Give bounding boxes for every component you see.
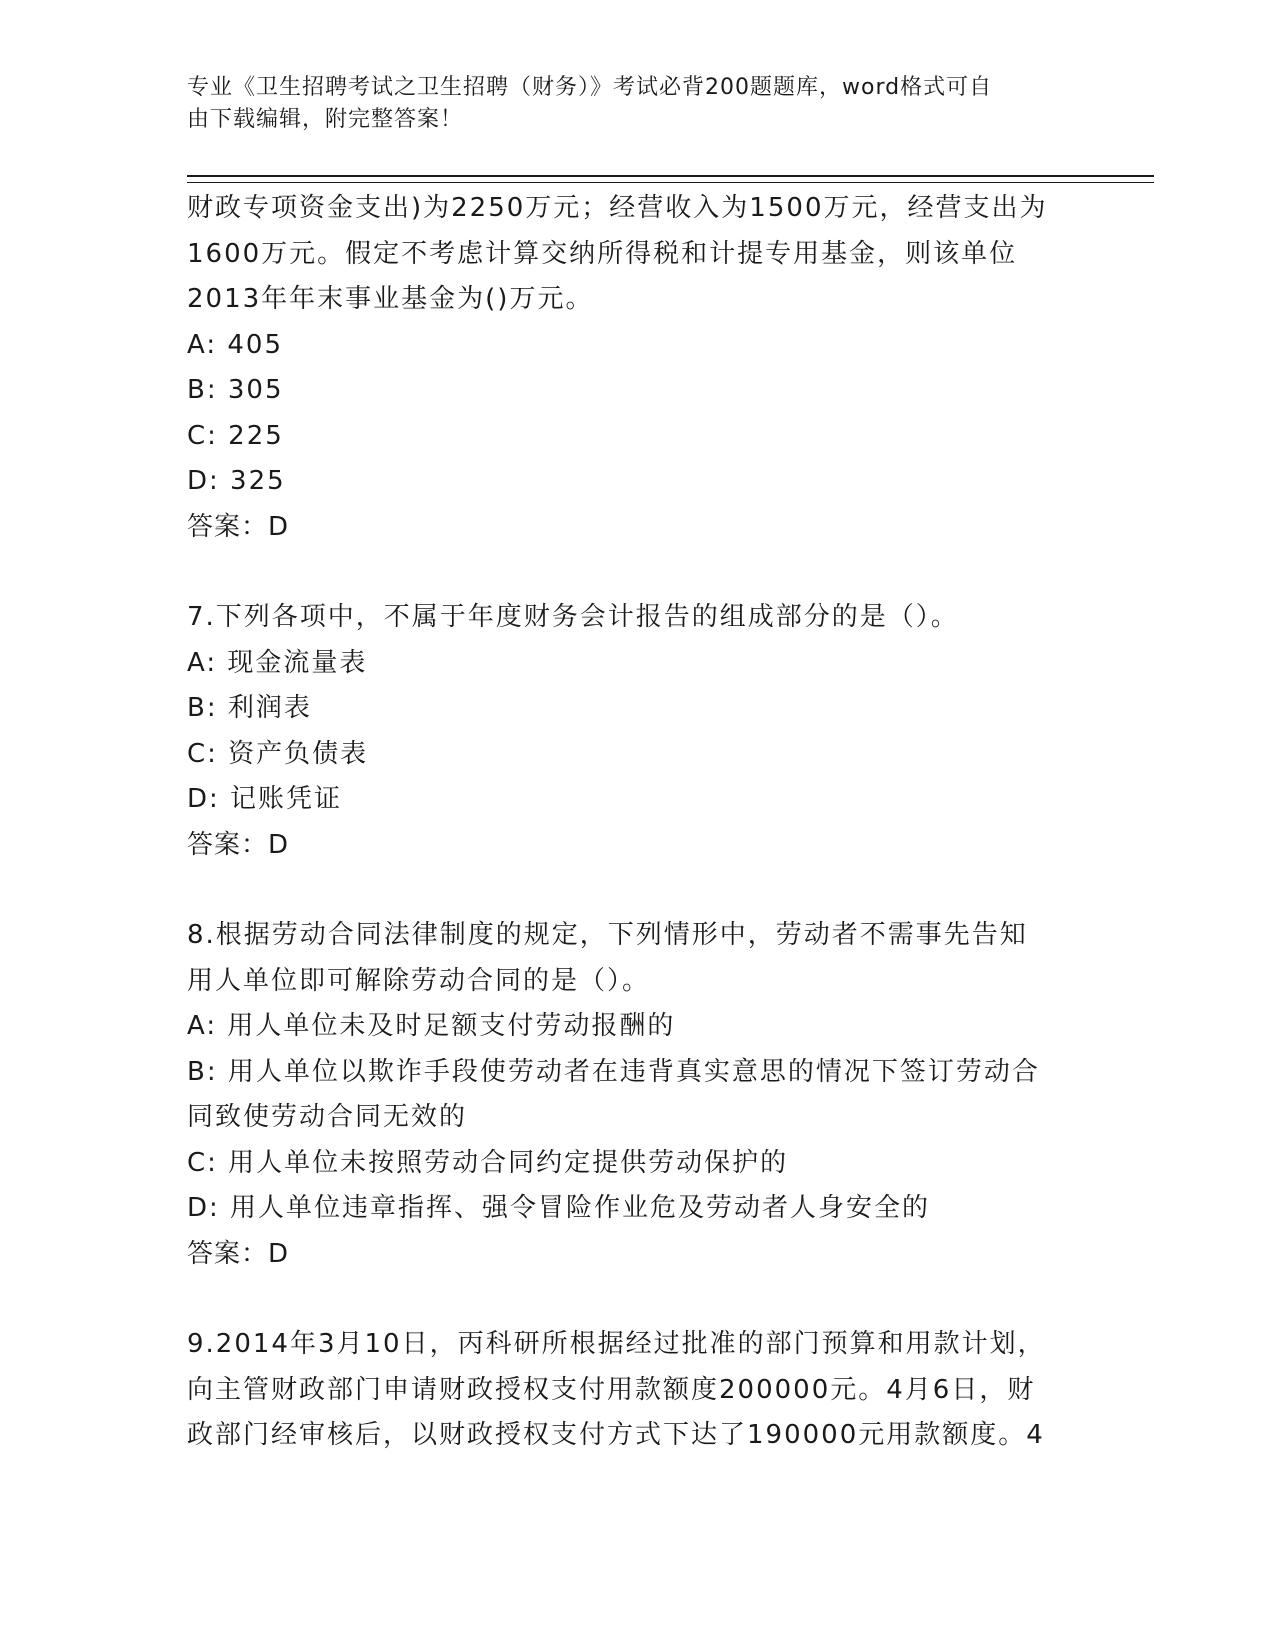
option-c: C: 资产负债表 <box>187 738 369 769</box>
question-stem-line: 2013年年末事业基金为()万元。 <box>187 284 594 314</box>
option-a: A: 用人单位未及时足额支付劳动报酬的 <box>187 1011 676 1041</box>
question-7 <box>187 595 1087 868</box>
question-stem-line: 7.下列各项中，不属于年度财务会计报告的组成部分的是（）。 <box>187 602 959 632</box>
spacer <box>187 1277 1087 1322</box>
header-rule-thick <box>187 175 1154 177</box>
question-stem-line: 9.2014年3月10日，丙科研所根据经过批准的部门预算和用款计划， <box>187 1329 1046 1359</box>
answer-line: 答案：D <box>187 829 290 860</box>
header-line-1: 专业《卫生招聘考试之卫生招聘（财务）》考试必背200题题库，word格式可自 <box>187 75 993 100</box>
question-stem-line: 1600万元。假定不考虑计算交纳所得税和计提专用基金，则该单位 <box>187 238 1018 269</box>
header-line-2: 由下载编辑，附完整答案！ <box>187 107 464 132</box>
question-stem-line: 政部门经审核后，以财政授权支付方式下达了190000元用款额度。4 <box>187 1420 1045 1450</box>
option-d: D: 325 <box>187 466 286 496</box>
question-stem-line: 向主管财政部门申请财政授权支付用款额度200000元。4月6日，财 <box>187 1374 1036 1405</box>
option-b: B: 用人单位以欺诈手段使劳动者在违背真实意思的情况下签订劳动合 <box>187 1056 1040 1087</box>
spacer <box>187 868 1087 913</box>
option-d: D: 用人单位违章指挥、强令冒险作业危及劳动者人身安全的 <box>187 1193 931 1223</box>
answer-line: 答案：D <box>187 511 290 542</box>
header-rule-thin <box>187 182 1154 183</box>
option-c: C: 用人单位未按照劳动合同约定提供劳动保护的 <box>187 1147 789 1178</box>
option-c: C: 225 <box>187 420 284 451</box>
option-a: A: 现金流量表 <box>187 647 368 678</box>
option-a: A: 405 <box>187 329 283 360</box>
option-b-continued: 同致使劳动合同无效的 <box>187 1102 468 1132</box>
option-b: B: 利润表 <box>187 693 312 723</box>
question-6 <box>187 186 1087 550</box>
option-b: B: 305 <box>187 375 284 405</box>
document-header <box>187 72 1067 136</box>
answer-line: 答案：D <box>187 1238 290 1269</box>
question-stem-line: 用人单位即可解除劳动合同的是（）。 <box>187 965 651 996</box>
option-d: D: 记账凭证 <box>187 784 343 814</box>
question-stem-line: 财政专项资金支出)为2250万元；经营收入为1500万元，经营支出为 <box>187 193 1048 223</box>
question-list <box>187 186 1087 1459</box>
question-9 <box>187 1322 1087 1459</box>
question-stem-line: 8.根据劳动合同法律制度的规定，下列情形中，劳动者不需事先告知 <box>187 920 1028 950</box>
spacer <box>187 550 1087 595</box>
question-8 <box>187 913 1087 1277</box>
